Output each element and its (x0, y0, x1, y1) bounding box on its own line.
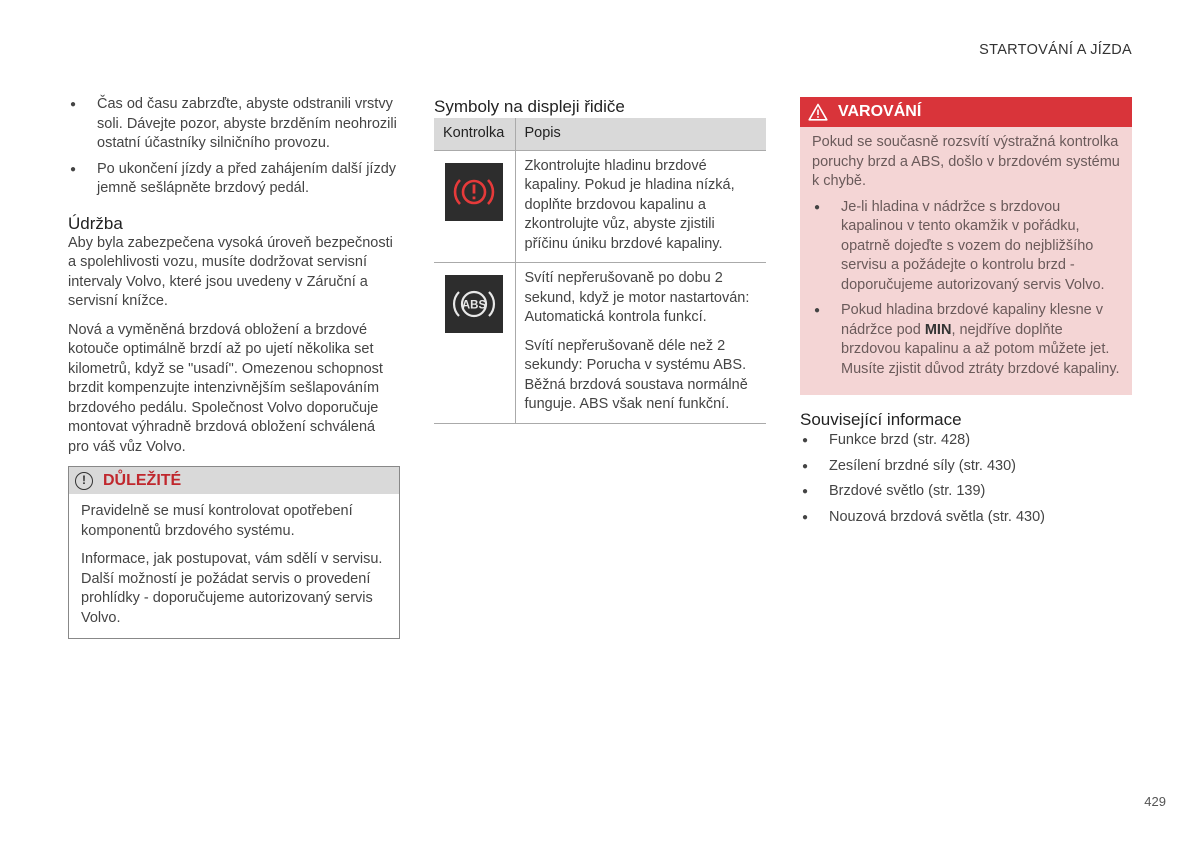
warning-box (800, 97, 1132, 395)
warning-bullet-text: Pokud hladina brzdové kapaliny klesne v nádržce pod (841, 302, 1103, 338)
abs-warning-icon (445, 275, 503, 333)
table-cell-description (515, 150, 766, 263)
symbols-table-title: Symboly na displeji řidiče (434, 97, 625, 116)
related-link[interactable]: ● Nouzová brzdová světla (str. 430) (800, 508, 1132, 528)
related-links-list (800, 431, 1132, 527)
maintenance-heading: Údržba (68, 213, 123, 233)
list-item (812, 301, 1120, 379)
description-text: Svítí nepřerušovaně po dobu 2 sekund, když je motor nastartován: Automatická kontrola funkcí. (524, 270, 750, 325)
warning-label: VAROVÁNÍ (838, 103, 922, 121)
maintenance-paragraph: Nová a vyměněná brzdová obložení a brzdové kotouče optimálně brzdí až po ujetí několika set kilometrů, když se "usadí". Omezenou schopnost brzdit kompenzujte intenzivnějším sešlapováním brzdového pedálu. Společnost Volvo doporučuje montovat výhradně brzdová obložení schválená pro váš vůz Volvo. (68, 321, 383, 455)
description-text: Zkontrolujte hladinu brzdové kapaliny. Pokud je hladina nízká, doplňte brzdovou kapalinu a zkontrolujte vůz, abyste zjistili příčinu úniku brzdové kapaliny. (524, 157, 735, 252)
maintenance-paragraph: Aby byla zabezpečena vysoká úroveň bezpečnosti a spolehlivosti vozu, musíte dodržovat servisní intervaly Volvo, které jsou uvedeny v Záruční a servisní knížce. (68, 234, 393, 309)
table-cell-icon (434, 263, 515, 424)
table-header-row (434, 118, 766, 150)
brake-warning-icon (445, 163, 503, 221)
right-column (800, 97, 1132, 533)
important-paragraph: Pravidelně se musí kontrolovat opotřebení komponentů brzdového systému. (81, 503, 353, 539)
exclamation-circle-icon: ! (75, 472, 93, 490)
warning-bullet-text: , nejdříve doplňte brzdovou kapalinu a až potom můžete jet. Musíte zjistit důvod ztráty brzdové kapaliny. (841, 321, 1120, 377)
description-text: Svítí nepřerušovaně déle než 2 sekundy: Porucha v systému ABS. Běžná brzdová soustava normálně funguje. ABS však není funkční. (524, 337, 748, 412)
table-cell-description (515, 263, 766, 424)
symbols-table (434, 118, 766, 424)
min-label: MIN (924, 321, 952, 338)
table-row (434, 150, 766, 263)
related-link[interactable]: ● Zesílení brzdné síly (str. 430) (800, 457, 1132, 477)
related-info-heading: Související informace (800, 410, 962, 429)
important-box (68, 466, 400, 639)
page-header-title: STARTOVÁNÍ A JÍZDA (979, 42, 1132, 58)
table-row (434, 263, 766, 424)
important-box-header (69, 467, 399, 494)
warning-list (812, 198, 1120, 380)
middle-column (434, 95, 766, 424)
list-item: ● Čas od času zabrzďte, abyste odstranili vrstvy soli. Dávejte pozor, abyste brzděním neohrozili ostatní účastníky silničního provozu. (68, 95, 400, 154)
important-box-body (69, 494, 399, 638)
warning-triangle-icon (808, 103, 828, 121)
page-number: 429 (1144, 794, 1166, 809)
column-header-popis: Popis (515, 118, 766, 150)
svg-text:ABS: ABS (461, 299, 487, 312)
related-link[interactable]: ● Funkce brzd (str. 428) (800, 431, 1132, 451)
list-item: ● Po ukončení jízdy a před zahájením další jízdy jemně sešlápněte brzdový pedál. (68, 160, 400, 199)
warning-intro: Pokud se současně rozsvítí výstražná kontrolka poruchy brzd a ABS, došlo v brzdovém systému k chybě. (812, 134, 1120, 189)
important-paragraph: Informace, jak postupovat, vám sdělí v servisu. Další možností je požádat servis o provedení prohlídky - doporučujeme autorizovaný servis Volvo. (81, 551, 383, 626)
left-column (68, 95, 400, 639)
related-info (800, 409, 1132, 527)
warning-box-header (800, 97, 1132, 127)
important-label: DŮLEŽITÉ (103, 471, 182, 489)
brake-tips-list (68, 95, 400, 199)
related-link[interactable]: ● Brzdové světlo (str. 139) (800, 482, 1132, 502)
column-header-kontrolka: Kontrolka (434, 118, 515, 150)
table-cell-icon (434, 150, 515, 263)
warning-box-body (800, 127, 1132, 395)
list-item: ● Je-li hladina v nádržce s brzdovou kapalinou v tento okamžik v pořádku, opatrně dojeďte s vozem do nejbližšího servisu a požádejte o kontrolu brzd - doporučujeme autorizovaný servis Volvo. (812, 198, 1120, 296)
